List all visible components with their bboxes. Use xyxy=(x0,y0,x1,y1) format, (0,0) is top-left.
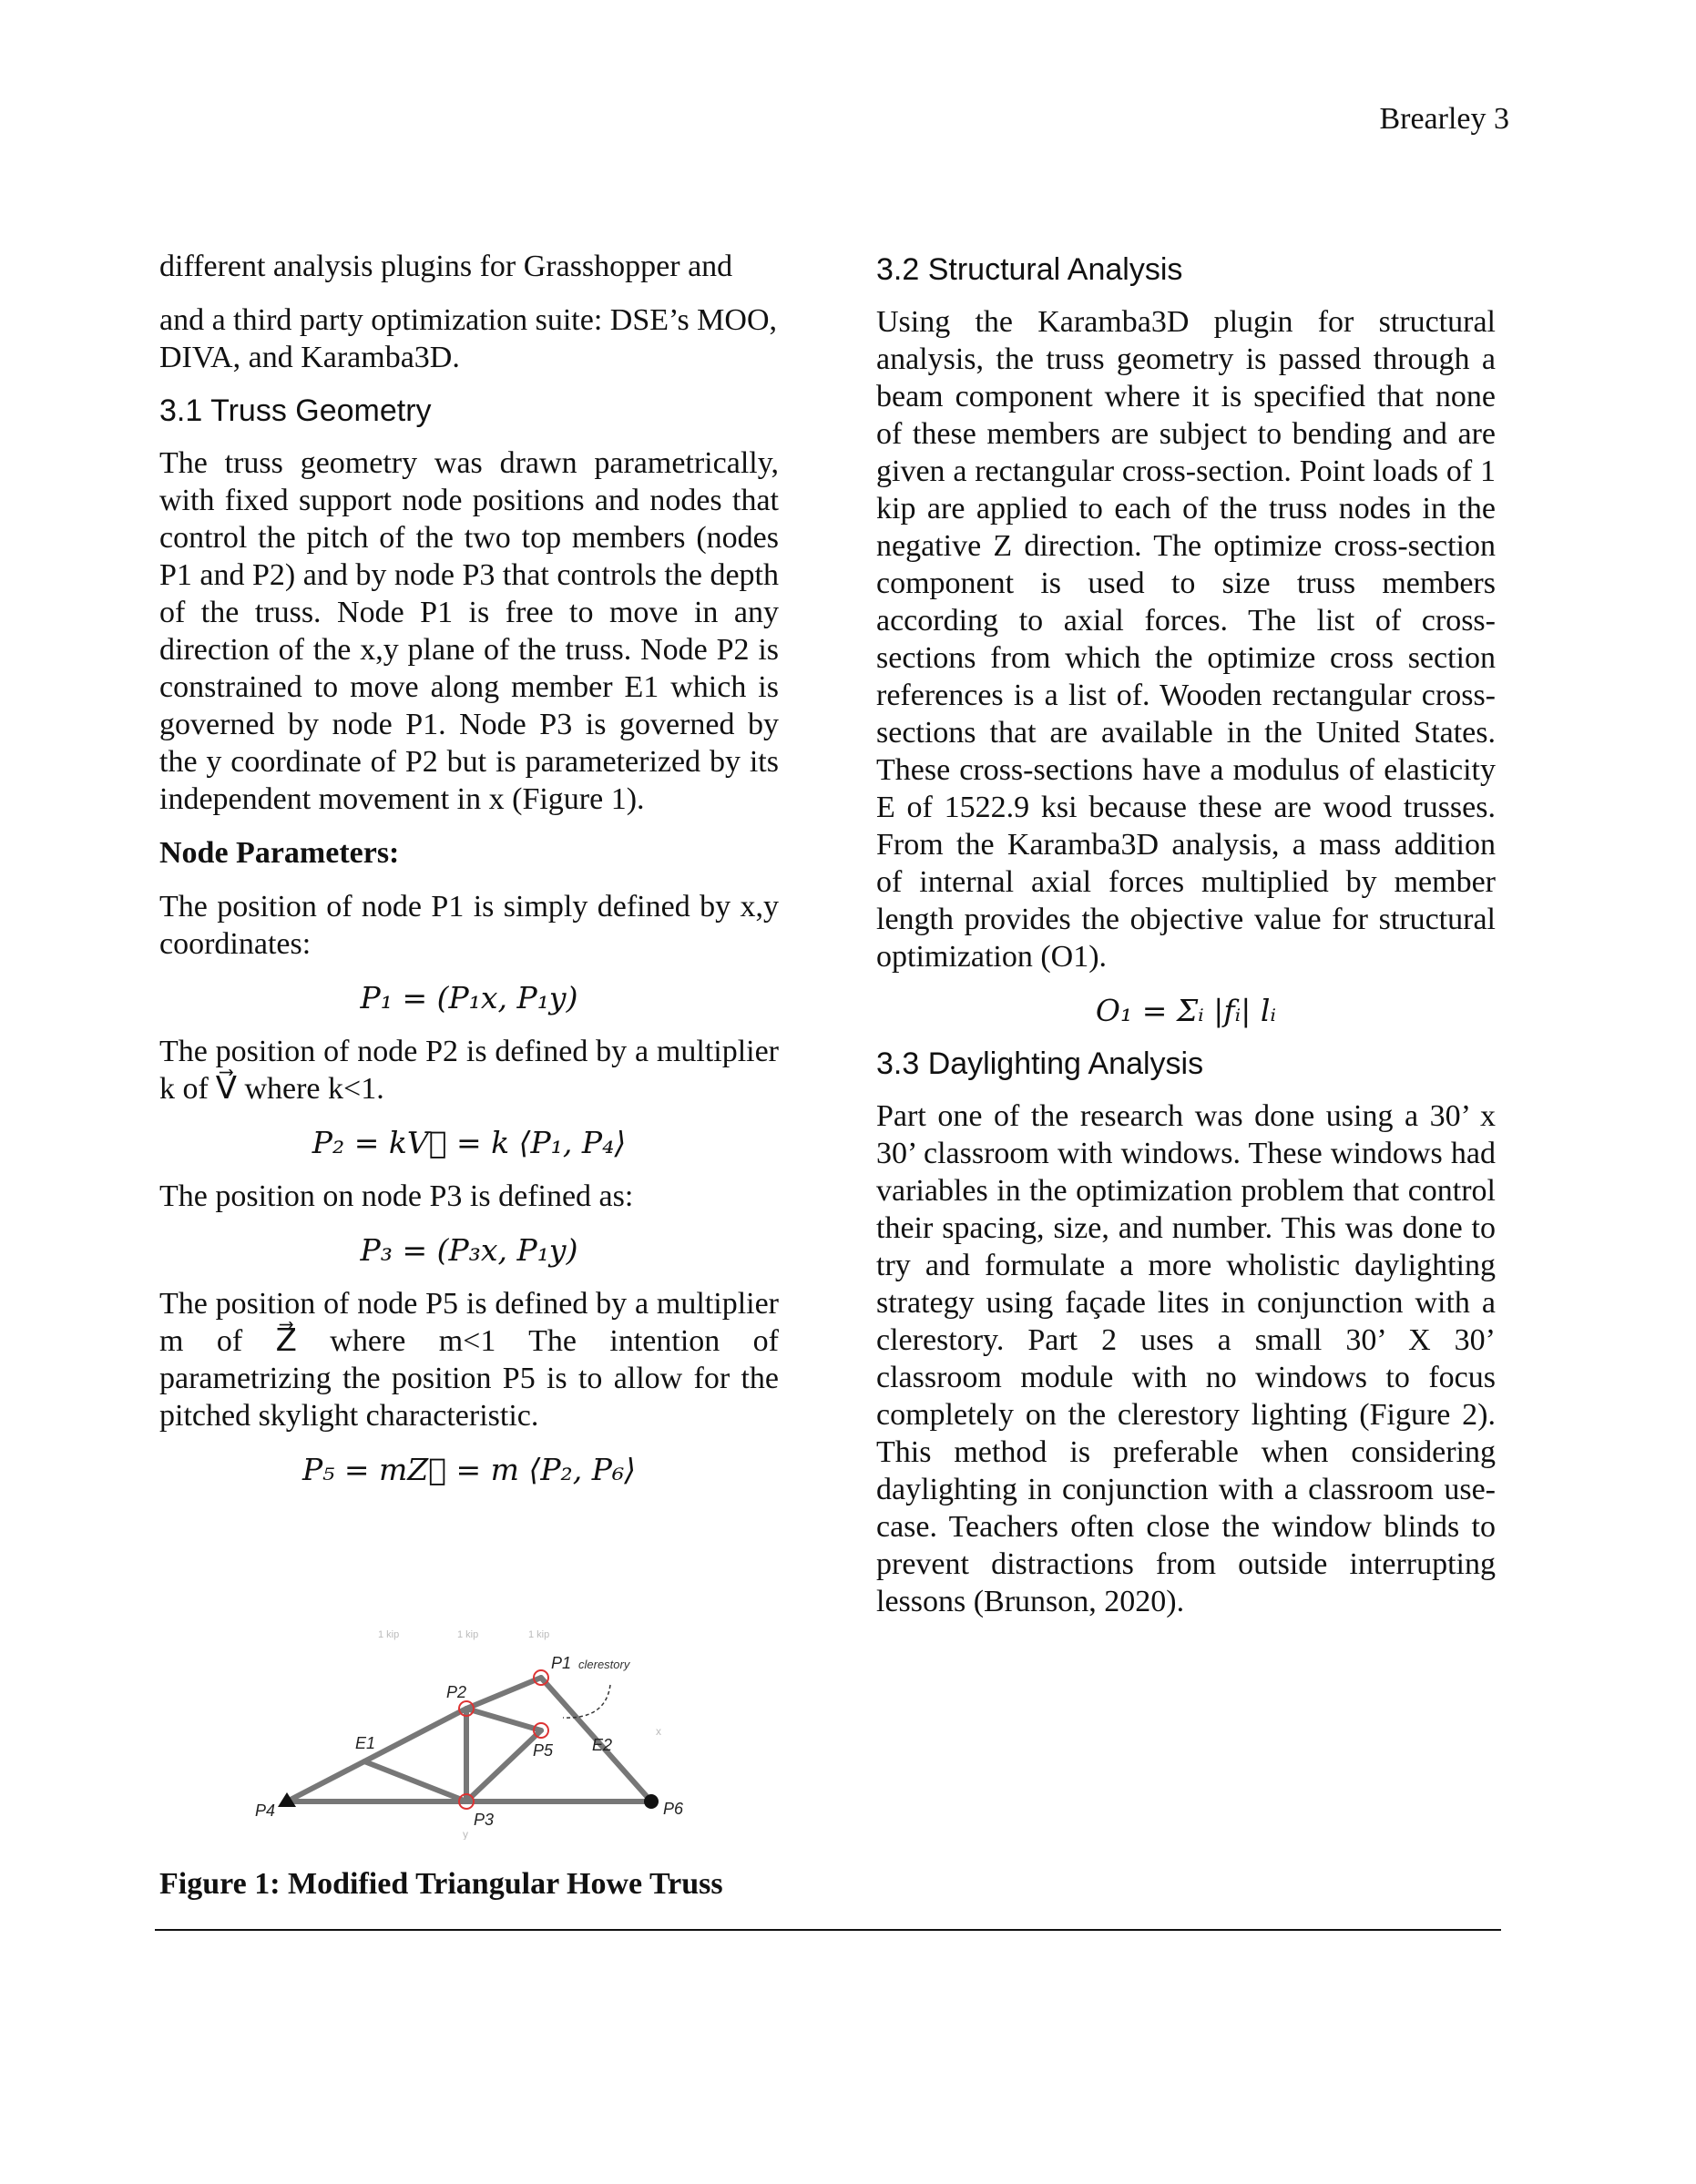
truss-member xyxy=(364,1761,466,1801)
figure-caption: Figure 1: Modified Triangular Howe Truss xyxy=(159,1867,723,1901)
label-clerestory: clerestory xyxy=(578,1658,630,1671)
subheading: Node Parameters: xyxy=(159,836,400,870)
paragraph: different analysis plugins for Grasshopper and xyxy=(159,250,733,283)
page-header: Brearley 3 xyxy=(1379,102,1509,136)
paragraph: Part one of the research was done using a 30’ x 30’ classroom with windows. These windows had variables in the optimization problem that control their spacing, size, and number. This was done to try and formulate a more wholistic daylighting strategy using façade lites in conjunction with a clerestory. Part 2 uses a small 30’ X 30’ classroom module with no windows to focus completely on the clerestory lighting (Figure 2). This method is preferable when considering daylighting in conjunction with a classroom use-case. Teachers often close the window blinds to prevent distractions from outside interrupting lessons (Brunson, 2020). xyxy=(876,1099,1496,1618)
paragraph: The position of node P1 is simply defined by x,y coordinates: xyxy=(159,890,779,961)
paragraph: The position of node P5 is defined by a multiplier m of Z⃗ where m<1 The intention of parametrizing the position P5 is to allow for the pitched skylight characteristic. xyxy=(159,1287,779,1433)
label-e2: E2 xyxy=(592,1736,613,1754)
paragraph: and a third party optimization suite: DSE’s MOO, DIVA, and Karamba3D. xyxy=(159,303,778,374)
label-p6: P6 xyxy=(663,1800,684,1818)
load-label: 1 kip xyxy=(457,1629,479,1640)
equation: P₅ = mZ⃗ = m ⟨P₂, P₆⟩ xyxy=(301,1452,637,1487)
label-p5: P5 xyxy=(533,1741,554,1760)
equation: P₂ = kV⃗ = k ⟨P₁, P₄⟩ xyxy=(312,1125,627,1160)
equation: P₁ = (P₁x, P₁y) xyxy=(360,980,578,1015)
truss-figure xyxy=(228,1612,710,1840)
label-x: x xyxy=(656,1725,661,1738)
label-p1: P1 xyxy=(551,1654,572,1672)
paragraph: The position on node P3 is defined as: xyxy=(159,1179,634,1213)
equation: P₃ = (P₃x, P₁y) xyxy=(360,1232,578,1268)
right-column xyxy=(876,248,1496,1637)
footer-rule xyxy=(155,1929,1501,1931)
section-heading: 3.2 Structural Analysis xyxy=(876,252,1183,287)
load-label: 1 kip xyxy=(528,1629,550,1640)
load-label: 1 kip xyxy=(378,1629,400,1640)
section-heading: 3.1 Truss Geometry xyxy=(159,393,432,428)
paragraph: The truss geometry was drawn parametrically, with fixed support node positions and nodes that control the pitch of the two top members (nodes P1 and P2) and by node P3 that controls the depth of the truss. Node P1 is free to move in any direction of the x,y plane of the truss. Node P2 is constrained to move along member E1 which is governed by node P1. Node P3 is governed by the y coordinate of P2 but is parameterized by its independent movement in x (Figure 1). xyxy=(159,446,779,816)
truss-member xyxy=(287,1709,466,1801)
paragraph: The position of node P2 is defined by a multiplier k of V⃗ where k<1. xyxy=(159,1035,779,1106)
left-column xyxy=(159,248,779,1505)
equation: O₁ = Σᵢ |fᵢ| lᵢ xyxy=(1095,993,1277,1028)
truss-member xyxy=(466,1709,541,1730)
truss-member xyxy=(466,1678,541,1709)
label-e1: E1 xyxy=(355,1734,376,1752)
paragraph: Using the Karamba3D plugin for structural analysis, the truss geometry is passed through a beam component where it is specified that none of these members are subject to bending and are given a rectangular cross-section. Point loads of 1 kip are applied to each of the truss nodes in the negative Z direction. The optimize cross-section component is used to size truss members according to axial forces. The list of cross-sections from which the optimize cross section references is a list of. Wooden rectangular cross-sections that are available in the United States. These cross-sections have a modulus of elasticity E of 1522.9 ksi because these are wood trusses. From the Karamba3D analysis, a mass addition of internal axial forces multiplied by member length provides the objective value for structural optimization (O1). xyxy=(876,305,1496,974)
support-p6 xyxy=(644,1794,659,1809)
truss-member xyxy=(466,1730,541,1801)
label-y: y xyxy=(463,1828,468,1840)
label-p4: P4 xyxy=(255,1801,276,1820)
section-heading: 3.3 Daylighting Analysis xyxy=(876,1046,1204,1081)
label-p3: P3 xyxy=(474,1811,495,1829)
label-p2: P2 xyxy=(446,1683,467,1701)
